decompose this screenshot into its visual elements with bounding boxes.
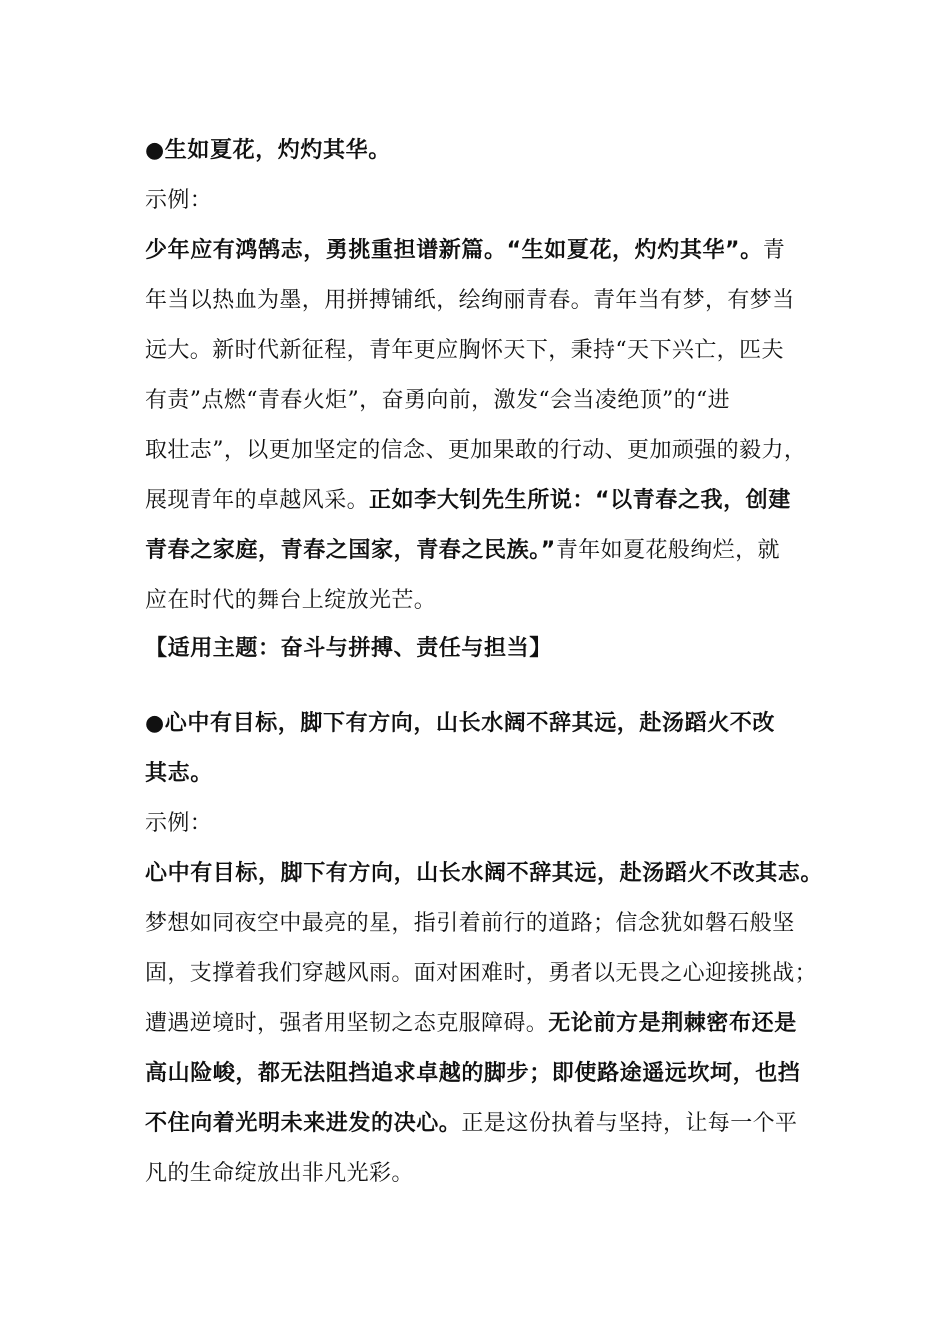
section2-line-2: 梦想如同夜空中最亮的星，指引着前行的道路；信念犹如磐石般坚 [145, 911, 795, 936]
section1-line-3: 远大。新时代新征程，青年更应胸怀天下，秉持“天下兴亡，匹夫 [145, 338, 784, 363]
section1-line-8: 应在时代的舞台上绽放光芒。 [145, 588, 437, 613]
section1-line-6 [145, 486, 791, 516]
section1-heading: ●生如夏花，灼灼其华。 [145, 138, 391, 163]
bold-text: 不住向着光明未来进发的决心。 [145, 1111, 462, 1136]
section2-heading-line-2: 其志。 [145, 761, 213, 786]
section1-line-5: 取壮志”，以更加坚定的信念、更加果敢的行动、更加顽强的毅力， [145, 438, 807, 463]
section2-example-label: 示例： [145, 811, 213, 836]
section2-line-6 [145, 1109, 797, 1139]
section2-heading-line-1: ●心中有目标，脚下有方向，山长水阔不辞其远，赴汤蹈火不改 [145, 711, 775, 736]
section1-line-2: 年当以热血为墨，用拼搏铺纸，绘绚丽青春。青年当有梦，有梦当 [145, 288, 795, 313]
normal-text: 青 [762, 238, 786, 263]
bold-text: 少年应有鸿鹄志，勇挑重担谱新篇。“生如夏花，灼灼其华”。 [145, 238, 763, 263]
bold-text: 正如李大钊先生所说：“以青春之我，创建 [369, 488, 791, 513]
normal-text: 展现青年的卓越风采。 [145, 488, 370, 513]
section2-line-1: 心中有目标，脚下有方向，山长水阔不辞其远，赴汤蹈火不改其志。 [145, 861, 824, 886]
bold-text: 无论前方是荆棘密布还是 [548, 1011, 797, 1036]
section1-line-1 [145, 236, 785, 266]
section2-line-4 [145, 1009, 797, 1039]
section1-example-label: 示例： [145, 188, 213, 213]
section2-line-3: 固，支撑着我们穿越风雨。面对困难时，勇者以无畏之心迎接挑战； [145, 961, 818, 986]
normal-text: 青年如夏花般绚烂，就 [555, 538, 780, 563]
section1-line-4: 有责”点燃“青春火炬”，奋勇向前，激发“会当凌绝顶”的“进 [145, 388, 731, 413]
section2-line-7: 凡的生命绽放出非凡光彩。 [145, 1161, 414, 1186]
bold-text: 青春之家庭，青春之国家，青春之民族。” [145, 538, 556, 563]
section2-line-5: 高山险峻，都无法阻挡追求卓越的脚步；即使路途遥远坎坷，也挡 [145, 1061, 801, 1086]
section1-line-7 [145, 536, 780, 566]
normal-text: 正是这份执着与坚持，让每一个平 [461, 1111, 798, 1136]
normal-text: 遭遇逆境时，强者用坚韧之态克服障碍。 [145, 1011, 549, 1036]
section1-theme: 【适用主题：奋斗与拼搏、责任与担当】 [145, 636, 552, 661]
